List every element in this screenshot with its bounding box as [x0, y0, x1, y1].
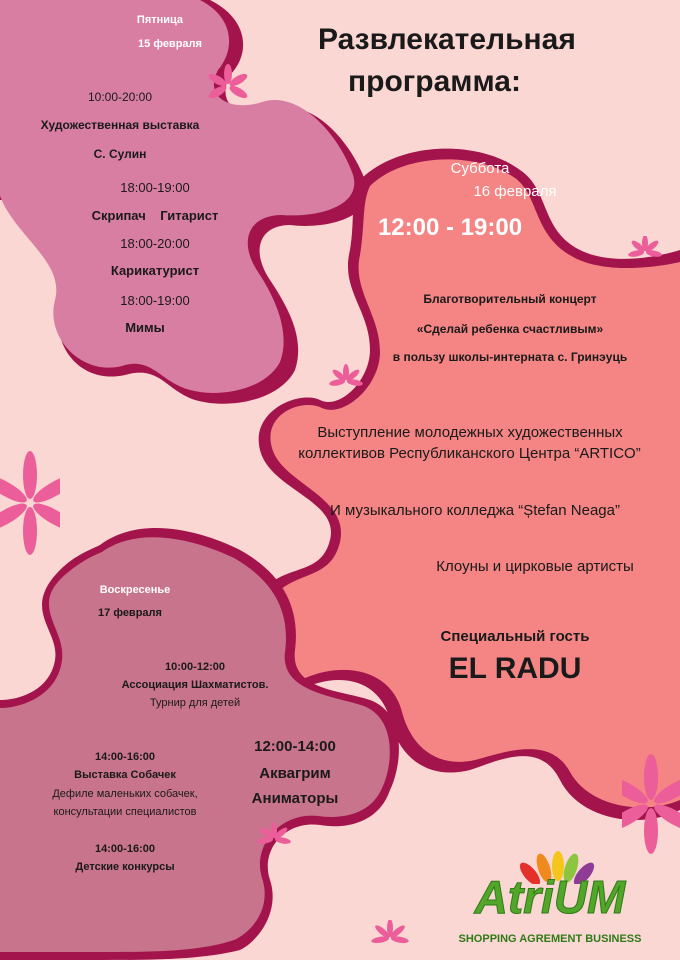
flower-icon — [620, 236, 670, 268]
sunday-block2-sub2: консультации специалистов — [53, 806, 197, 818]
friday-day: Пятница — [136, 14, 184, 26]
saturday-guest-name: EL RADU — [448, 652, 582, 685]
saturday-perf-line2: коллективов Республиканского Центра “ARTICO” — [298, 445, 641, 462]
saturday-time: 12:00 - 19:00 — [377, 214, 523, 241]
friday-label-1: Художественная выставка — [40, 118, 200, 132]
friday-time-1: 10:00-20:00 — [87, 90, 153, 104]
saturday-concert-line3: в пользу школы-интерната с. Гринэуць — [392, 350, 628, 364]
saturday-clowns: Клоуны и цирковые артисты — [436, 558, 634, 575]
saturday-perf-line1: Выступление молодежных художественных — [317, 424, 623, 441]
sunday-block3-time: 14:00-16:00 — [95, 843, 155, 855]
logo-brand: AtriUM — [474, 871, 626, 923]
sunday-block2-sub1: Дефиле маленьких собачек, — [52, 788, 198, 800]
logo-tagline: SHOPPING AGREMENT BUSINESS — [458, 933, 642, 945]
sunday-block1-title: Ассоциация Шахматистов. — [121, 679, 269, 691]
sunday-block1-time: 10:00-12:00 — [165, 661, 225, 673]
friday-label-3: Карикатурист — [110, 263, 200, 278]
friday-time-2: 18:00-19:00 — [120, 180, 190, 195]
page-title-line2: программа: — [348, 65, 521, 98]
saturday-date: 16 февраля — [473, 183, 557, 200]
friday-time-4: 18:00-19:00 — [120, 293, 190, 308]
sunday-block1-sub: Турнир для детей — [149, 697, 241, 709]
flower-icon — [0, 448, 60, 558]
friday-sub-1: С. Сулин — [93, 147, 147, 161]
sunday-block3-title: Детские конкурсы — [75, 861, 175, 873]
friday-label-2: Скрипач Гитарист — [91, 208, 219, 223]
saturday-college: И музыкального колледжа “Ștefan Neaga” — [330, 502, 620, 519]
sunday-date: 17 февраля — [98, 607, 162, 619]
page-title-line1: Развлекательная — [318, 23, 576, 56]
flower-icon — [248, 822, 300, 856]
saturday-concert-line2: «Сделай ребенка счастливым» — [416, 322, 604, 336]
sunday-right-line2: Аниматоры — [251, 790, 339, 807]
sunday-block2-title: Выставка Собачек — [74, 769, 176, 781]
friday-time-3: 18:00-20:00 — [120, 236, 190, 251]
sunday-block2-time: 14:00-16:00 — [95, 751, 155, 763]
flower-icon — [360, 920, 420, 956]
saturday-day: Суббота — [450, 160, 510, 177]
sunday-right-line1: Аквагрим — [259, 765, 331, 782]
friday-date: 15 февраля — [138, 38, 202, 50]
friday-label-4: Мимы — [125, 320, 165, 335]
sunday-day: Воскресенье — [99, 584, 171, 596]
flower-icon — [322, 364, 370, 398]
saturday-concert-line1: Благотворительный концерт — [423, 292, 597, 306]
flower-icon — [208, 64, 248, 108]
sunday-right-time: 12:00-14:00 — [254, 738, 336, 755]
flower-icon — [622, 750, 680, 858]
saturday-guest-label: Специальный гость — [440, 628, 590, 645]
